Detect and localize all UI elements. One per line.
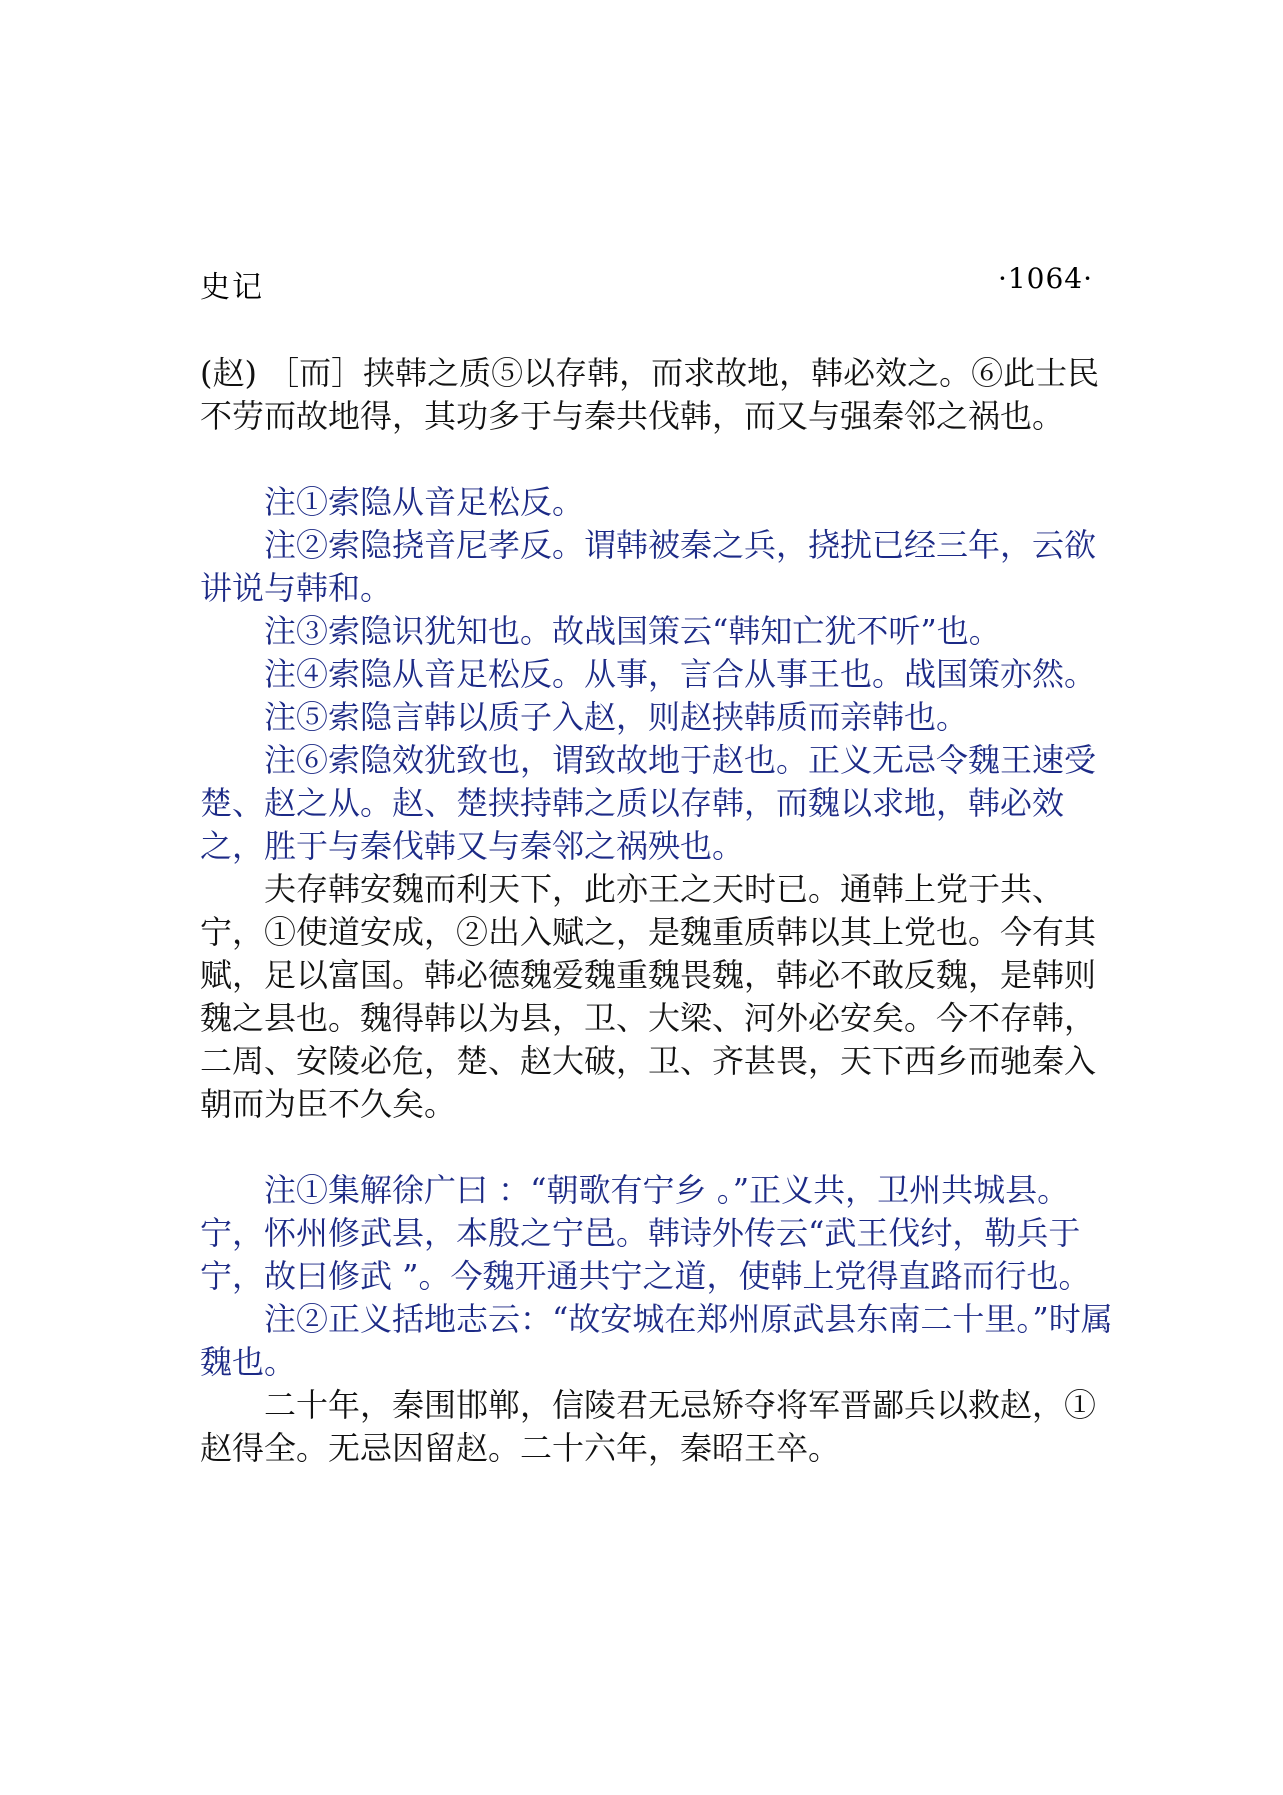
annotation-paragraph: 注①集解徐广曰 ：“朝歌有宁乡 。”正义共，卫州共城县。宁，怀州修武县，本殷之宁邑。韩诗外传云“武王伐纣，勒兵于宁，故曰修武 ”。今魏开通共宁之道，使韩上党得直路而行也。 [200,1171,1091,1295]
main-text-paragraph: 二十年，秦围邯郸，信陵君无忌矫夺将军晋鄙兵以救赵，①赵得全。无忌因留赵。二十六年，秦昭王卒。 [200,1386,1097,1467]
annotation-paragraph: 注⑥索隐效犹致也，谓致故地于赵也。正义无忌令魏王速受楚、赵之从。赵、楚挟持韩之质以存韩，而魏以求地，韩必效之，胜于与秦伐韩又与秦邻之祸殃也。 [200,741,1097,865]
annotation-paragraph: 注④索隐从音足松反。从事，言合从事王也。战国策亦然。 [264,655,1097,693]
main-text-paragraph: (赵) ［而］挟韩之质⑤以存韩，而求故地，韩必效之。⑥此士民不劳而故地得，其功多于与秦共伐韩，而又与强秦邻之祸也。 [200,354,1100,435]
annotation-paragraph: 注②索隐挠音尼孝反。谓韩被秦之兵，挠扰已经三年，云欲讲说与韩和。 [200,526,1097,607]
main-text-paragraph: 夫存韩安魏而利天下，此亦王之天时已。通韩上党于共、宁，①使道安成，②出入赋之，是魏重质韩以其上党也。今有其赋，足以富国。韩必德魏爱魏重魏畏魏，韩必不敢反魏，是韩则魏之县也。魏得韩以为县，卫、大梁、河外必安矣。今不存韩，二周、安陵必危，楚、赵大破，卫、齐甚畏，天下西乡而驰秦入朝而为臣不久矣。 [200,870,1097,1123]
page-number: ·1064· [997,262,1093,295]
annotation-paragraph: 注②正义括地志云：“故安城在郑州原武县东南二十里。”时属魏也。 [200,1300,1113,1381]
paragraph-gap [200,438,1120,481]
body-text [200,352,1120,1470]
annotation-paragraph: 注①索隐从音足松反。 [264,483,585,521]
paragraph-gap [200,1126,1120,1169]
annotation-paragraph: 注③索隐识犹知也。故战国策云“韩知亡犹不听”也。 [264,612,1001,650]
book-title: 史记 [200,270,264,305]
page-header [200,262,1093,305]
annotation-paragraph: 注⑤索隐言韩以质子入赵，则赵挟韩质而亲韩也。 [264,698,969,736]
